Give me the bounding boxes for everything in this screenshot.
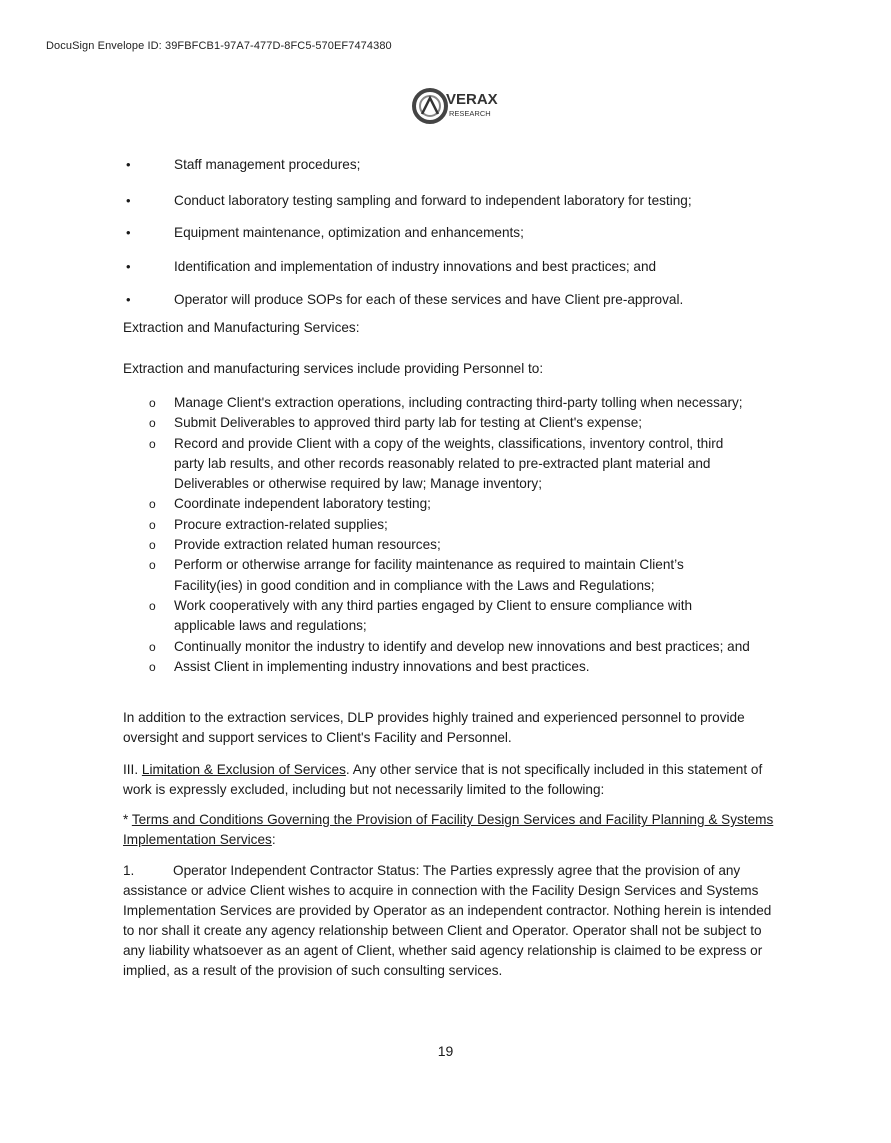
page-number: 19: [437, 1043, 454, 1059]
list-item: o Coordinate independent laboratory testing;: [123, 494, 783, 514]
limitation-title: Limitation & Exclusion of Services: [141, 762, 346, 777]
sub-bullet-symbol: o: [149, 416, 156, 431]
paragraph-1: 1. Operator Independent Contractor Status: The Parties expressly agree that the provision of any assistance or advice Client wishes to acquire in connection with the Facility Design Services and Systems Implementation Services are provided by Operator as an independent contractor. Nothing herein is intended to nor shall it create any agency relationship between Client and Operator. Operator shall not be subject to any liability whatsoever as an agent of Client, whether said agency relationship is claimed to be express or implied, as a result of the provision of such consulting services.: [123, 863, 772, 978]
list-item: o Continually monitor the industry to identify and develop new innovations and best practices; and: [123, 637, 814, 657]
addition-paragraph: In addition to the extraction services, DLP provides highly trained and experienced personnel to provide oversight and support services to Client's Facility and Personnel.: [123, 710, 745, 745]
bullet-item: • Operator will produce SOPs for each of these services and have Client pre-approval.: [123, 290, 783, 310]
section-heading: Extraction and Manufacturing Services:: [123, 320, 360, 335]
verax-research-logo: [412, 84, 512, 130]
terms-title: Terms and Conditions Governing the Provision of Facility Design Services and Facility Planning & Systems Implementation Services: [123, 812, 774, 847]
bullet-symbol: •: [126, 259, 131, 274]
sub-bullet-symbol: o: [149, 659, 156, 674]
bullet-item: • Identification and implementation of industry innovations and best practices; and: [123, 257, 783, 277]
list-item: o Work cooperatively with any third parties engaged by Client to ensure compliance with applicable laws and regulations;: [149, 597, 693, 634]
sub-bullet-symbol: o: [149, 436, 156, 451]
list-item: o Submit Deliverables to approved third party lab for testing at Client's expense;: [123, 413, 783, 433]
sub-bullet-symbol: o: [149, 598, 156, 613]
bullet-item: • Equipment maintenance, optimization and enhancements;: [123, 223, 783, 243]
list-item: o Provide extraction related human resources;: [123, 535, 783, 555]
list-item: o Manage Client's extraction operations, including contracting third-party tolling when necessary;: [123, 393, 783, 413]
sub-bullet-symbol: o: [149, 538, 156, 553]
bullet-item: • Conduct laboratory testing sampling and forward to independent laboratory for testing;: [123, 191, 783, 211]
logo-word-research: RESEARCH: [449, 109, 491, 118]
sub-bullet-symbol: o: [149, 558, 156, 573]
logo-word-verax: VERAX: [446, 91, 498, 108]
sub-bullet-symbol: o: [149, 497, 156, 512]
bullet-symbol: •: [126, 193, 131, 208]
list-item: o Perform or otherwise arrange for facility maintenance as required to maintain Client’s Facility(ies) in good condition and in compliance with the Laws and Regulations;: [149, 557, 684, 593]
limitation-paragraph: III. Limitation & Exclusion of Services. Any other service that is not specifically included in this statement of work is expressly excluded, including but not necessarily limited to the following:: [123, 762, 763, 797]
bullet-symbol: •: [126, 225, 131, 240]
list-item: o Procure extraction-related supplies;: [123, 515, 783, 535]
paragraph-number: 1.: [123, 863, 135, 878]
list-item: o Assist Client in implementing industry innovations and best practices.: [123, 657, 783, 677]
bullet-symbol: •: [126, 157, 131, 172]
list-item: o Record and provide Client with a copy of the weights, classifications, inventory control, third party lab results, and other records reasonably related to pre-extracted plant material and Deliverables or otherwise required by law; Manage inventory;: [149, 435, 724, 492]
bullet-item: • Staff management procedures;: [123, 155, 783, 175]
extraction-services-list: [123, 393, 783, 677]
docusign-envelope-id: DocuSign Envelope ID: 39FBFCB1-97A7-477D-8FC5-570EF7474380: [46, 40, 392, 52]
sub-bullet-symbol: o: [149, 639, 156, 654]
sub-bullet-symbol: o: [149, 517, 156, 532]
intro-paragraph: Extraction and manufacturing services include providing Personnel to:: [123, 361, 544, 376]
terms-heading: * Terms and Conditions Governing the Provision of Facility Design Services and Facility Planning & Systems Implementation Services:: [123, 812, 774, 847]
bullet-symbol: •: [126, 292, 131, 307]
sub-bullet-symbol: o: [149, 396, 156, 410]
